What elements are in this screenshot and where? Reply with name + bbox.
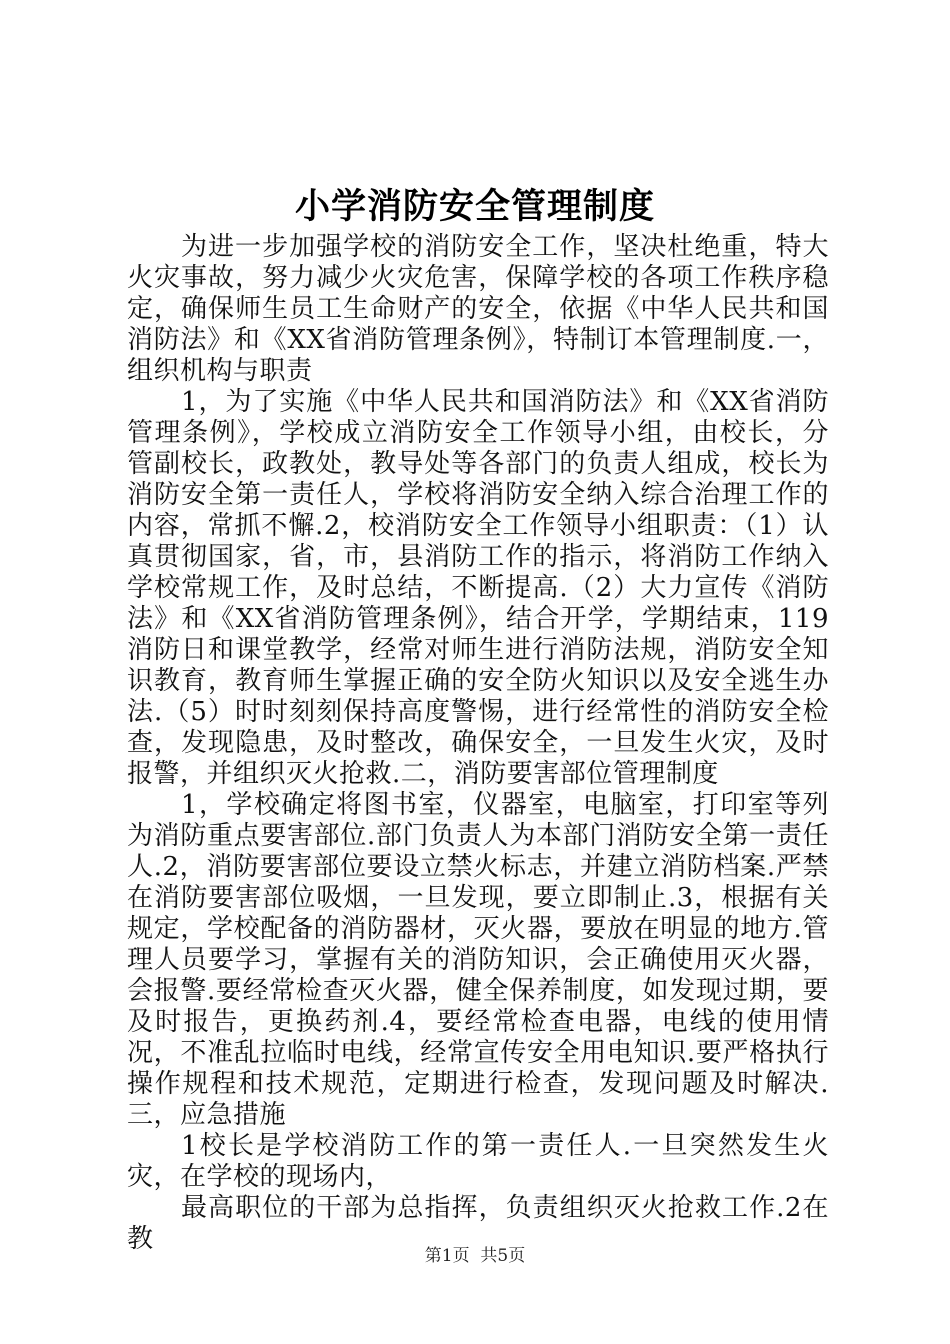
document-body xyxy=(127,232,829,1255)
paragraph-emergency-2: 最高职位的干部为总指挥，负责组织灭火抢救工作.2在教 xyxy=(127,1193,829,1254)
paragraph-emergency-1: 1校长是学校消防工作的第一责任人.一旦突然发生火灾，在学校的现场内， xyxy=(127,1131,829,1192)
document-title: 小学消防安全管理制度 xyxy=(294,187,655,227)
page-footer xyxy=(0,1244,950,1268)
paragraph-key-locations: 1，学校确定将图书室，仪器室，电脑室，打印室等列为消防重点要害部位.部门负责人为本部门消防安全第一责任人.2，消防要害部位要设立禁火标志，并建立消防档案.严禁在消防要害部位吸烟，一旦发现，要立即制止.3，根据有关规定，学校配备的消防器材，灭火器，要放在明显的地方.管理人员要学习，掌握有关的消防知识，会正确使用灭火器，会报警.要经常检查灭火器，健全保养制度，如发现过期，要及时报告，更换药剂.4，要经常检查电器，电线的使用情况，不准乱拉临时电线，经常宣传安全用电知识.要严格执行操作规程和技术规范，定期进行检查，发现问题及时解决.三，应急措施 xyxy=(127,790,829,1130)
paragraph-organization: 1，为了实施《中华人民共和国消防法》和《XX省消防管理条例》，学校成立消防安全工作领导小组，由校长，分管副校长，政教处，教导处等各部门的负责人组成，校长为消防安全第一责任人，学校将消防安全纳入综合治理工作的内容，常抓不懈.2，校消防安全工作领导小组职责：（1）认真贯彻国家，省，市，县消防工作的指示，将消防工作纳入学校常规工作，及时总结，不断提高.（2）大力宣传《消防法》和《XX省消防管理条例》，结合开学，学期结束，119消防日和课堂教学，经常对师生进行消防法规，消防安全知识教育，教育师生掌握正确的安全防火知识以及安全逃生办法.（5）时时刻刻保持高度警惕，进行经常性的消防安全检查，发现隐患，及时整改，确保安全，一旦发生火灾，及时报警，并组织灭火抢救.二，消防要害部位管理制度 xyxy=(127,387,829,789)
page-number-label: 第1页 共5页 xyxy=(424,1246,526,1266)
paragraph-intro: 为进一步加强学校的消防安全工作，坚决杜绝重，特大火灾事故，努力减少火灾危害，保障学校的各项工作秩序稳定，确保师生员工生命财产的安全，依据《中华人民共和国消防法》和《XX省消防管理条例》，特制订本管理制度.一，组织机构与职责 xyxy=(127,232,829,386)
